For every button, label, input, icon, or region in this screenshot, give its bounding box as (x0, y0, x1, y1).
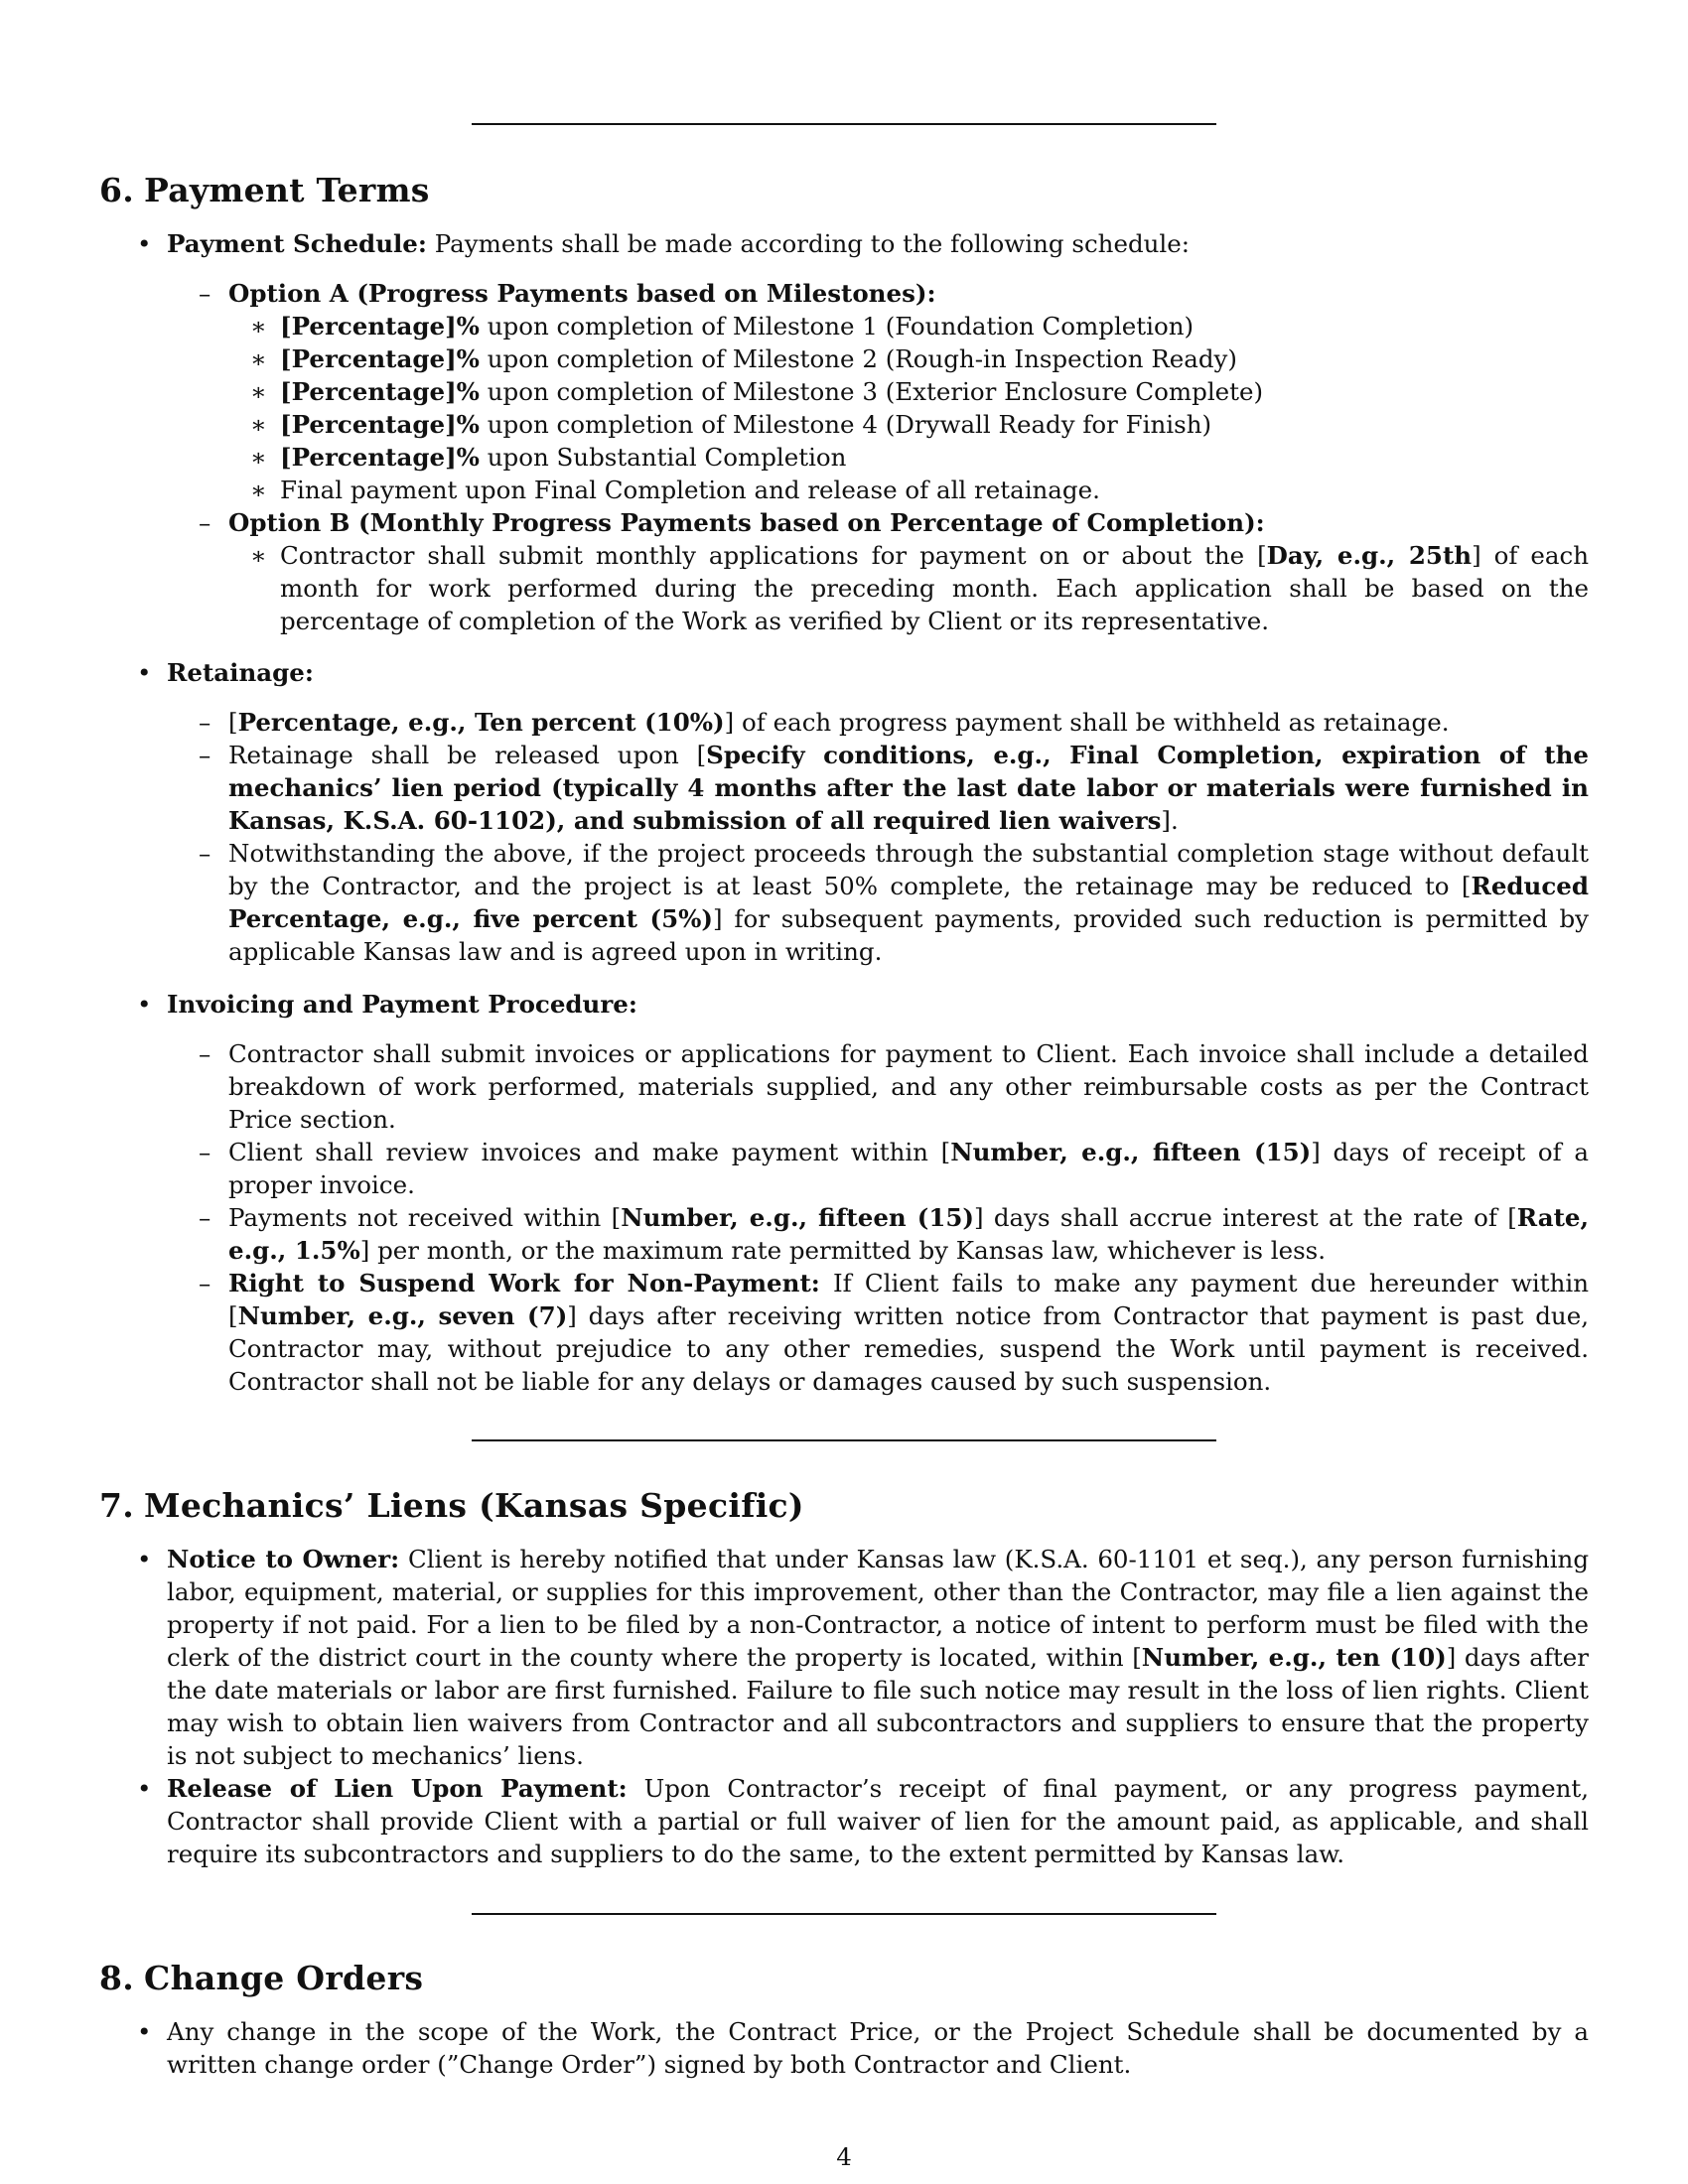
section-heading (99, 1959, 423, 1997)
horizontal-rule (472, 123, 1216, 125)
list-item: ∗ [Percentage]% upon Substantial Completion (250, 443, 847, 472)
bullet-icon: • (137, 1774, 152, 1803)
list-item: • Invoicing and Payment Procedure: (137, 990, 637, 1019)
invoicing-items (99, 1037, 1589, 1398)
list-item: • Payment Schedule: Payments shall be made according to the following schedule: (137, 229, 1190, 258)
list-item: • Release of Lien Upon Payment: Upon Contractor’s receipt of final payment, or any progress payment, Contractor shall provide Client with a partial or full waiver of lien for the amount paid, as applicable, and shall require its subcontractors and suppliers to do the same, to the extent permitted by Kansas law. (137, 1774, 1589, 1868)
dash-icon: – (199, 508, 211, 537)
list-item: – Option A (Progress Payments based on Milestones): (199, 279, 936, 308)
dash-icon: – (199, 708, 211, 737)
list-item: ∗ [Percentage]% upon completion of Milestone 2 (Rough-in Inspection Ready) (250, 344, 1237, 373)
bullet-icon: • (137, 990, 152, 1019)
section-title: Change Orders (144, 1959, 424, 1997)
section-heading (99, 1486, 804, 1525)
payment-options-block (99, 277, 1589, 637)
list-item: – Right to Suspend Work for Non-Payment: If Client fails to make any payment due hereunder within [Number, e.g., seven (7)] days after receiving written notice from Contractor that payment is past due, Contractor may, without prejudice to any other remedies, suspend the Work until payment is received. Contractor shall not be liable for any delays or damages caused by such suspension. (199, 1269, 1589, 1396)
dash-icon: – (199, 1269, 211, 1297)
list-item: ∗ [Percentage]% upon completion of Milestone 3 (Exterior Enclosure Complete) (250, 377, 1264, 406)
list-item: • Retainage: (137, 658, 314, 687)
bullet-icon: • (137, 1545, 152, 1573)
invoicing-block (99, 988, 1589, 1021)
asterisk-icon: ∗ (250, 443, 267, 472)
list-item: – Payments not received within [Number, e.g., fifteen (15)] days shall accrue interest at the rate of [Rate, e.g., 1.5%] per month, or the maximum rate permitted by Kansas law, whichever is less. (199, 1203, 1589, 1265)
bullet-icon: • (137, 2017, 152, 2046)
dash-icon: – (199, 839, 211, 868)
dash-icon: – (199, 741, 211, 769)
asterisk-icon: ∗ (250, 377, 267, 406)
bullet-icon: • (137, 658, 152, 687)
payment-schedule-block (99, 227, 1589, 260)
list-item: • Any change in the scope of the Work, the Contract Price, or the Project Schedule shall be documented by a written change order (”Change Order”) signed by both Contractor and Client. (137, 2017, 1589, 2079)
section-heading (99, 171, 430, 209)
list-item: – Option B (Monthly Progress Payments based on Percentage of Completion): (199, 508, 1265, 537)
horizontal-rule (472, 1439, 1216, 1441)
list-item: – [Percentage, e.g., Ten percent (10%)] of each progress payment shall be withheld as retainage. (199, 708, 1450, 737)
asterisk-icon: ∗ (250, 410, 267, 439)
list-item: – Contractor shall submit invoices or applications for payment to Client. Each invoice shall include a detailed breakdown of work performed, materials supplied, and any other reimbursable costs as per the Contract Price section. (199, 1039, 1589, 1134)
section-title: Payment Terms (144, 171, 430, 209)
section-number: 8. (99, 1959, 135, 1997)
list-item: – Notwithstanding the above, if the project proceeds through the substantial completion stage without default by the Contractor, and the project is at least 50% complete, the retainage may be reduced to [Reduced Percentage, e.g., five percent (5%)] for subsequent payments, provided such reduction is permitted by applicable Kansas law and is agreed upon in writing. (199, 839, 1589, 966)
section-number: 6. (99, 171, 135, 209)
bullet-icon: • (137, 229, 152, 258)
dash-icon: – (199, 1203, 211, 1232)
dash-icon: – (199, 279, 211, 308)
page-number: 4 (836, 2142, 852, 2171)
list-item: ∗ Final payment upon Final Completion and release of all retainage. (250, 476, 1100, 504)
section-title: Mechanics’ Liens (Kansas Specific) (144, 1486, 804, 1525)
change-orders-block (99, 2015, 1589, 2081)
list-item: ∗ Contractor shall submit monthly applications for payment on or about the [Day, e.g., 25th] of each month for work performed during the preceding month. Each application shall be based on the percentage of completion of the Work as verified by Client or its representative. (250, 541, 1589, 635)
list-item: ∗ [Percentage]% upon completion of Milestone 4 (Drywall Ready for Finish) (250, 410, 1212, 439)
list-item: – Retainage shall be released upon [Specify conditions, e.g., Final Completion, expiration of the mechanics’ lien period (typically 4 months after the last date labor or materials were furnished in Kansas, K.S.A. 60-1102), and submission of all required lien waivers]. (199, 741, 1590, 835)
dash-icon: – (199, 1138, 211, 1166)
asterisk-icon: ∗ (250, 344, 267, 373)
list-item: ∗ [Percentage]% upon completion of Milestone 1 (Foundation Completion) (250, 312, 1195, 341)
list-item: • Notice to Owner: Client is hereby notified that under Kansas law (K.S.A. 60-1101 et seq.), any person furnishing labor, equipment, material, or supplies for this improvement, other than the Contractor, may file a lien against the property if not paid. For a lien to be filed by a non-Contractor, a notice of intent to perform must be filed with the clerk of the district court in the county where the property is located, within [Number, e.g., ten (10)] days after the date materials or labor are first furnished. Failure to file such notice may result in the loss of lien rights. Client may wish to obtain lien waivers from Contractor and all subcontractors and suppliers to ensure that the property is not subject to mechanics’ liens. (137, 1545, 1589, 1770)
retainage-items (99, 706, 1589, 968)
asterisk-icon: ∗ (250, 312, 267, 341)
asterisk-icon: ∗ (250, 476, 267, 504)
retainage-block (99, 656, 1589, 689)
dash-icon: – (199, 1039, 211, 1068)
section-number: 7. (99, 1486, 135, 1525)
list-item: – Client shall review invoices and make payment within [Number, e.g., fifteen (15)] days of receipt of a proper invoice. (199, 1138, 1590, 1199)
horizontal-rule (472, 1913, 1216, 1915)
liens-block (99, 1543, 1589, 1870)
asterisk-icon: ∗ (250, 541, 267, 570)
